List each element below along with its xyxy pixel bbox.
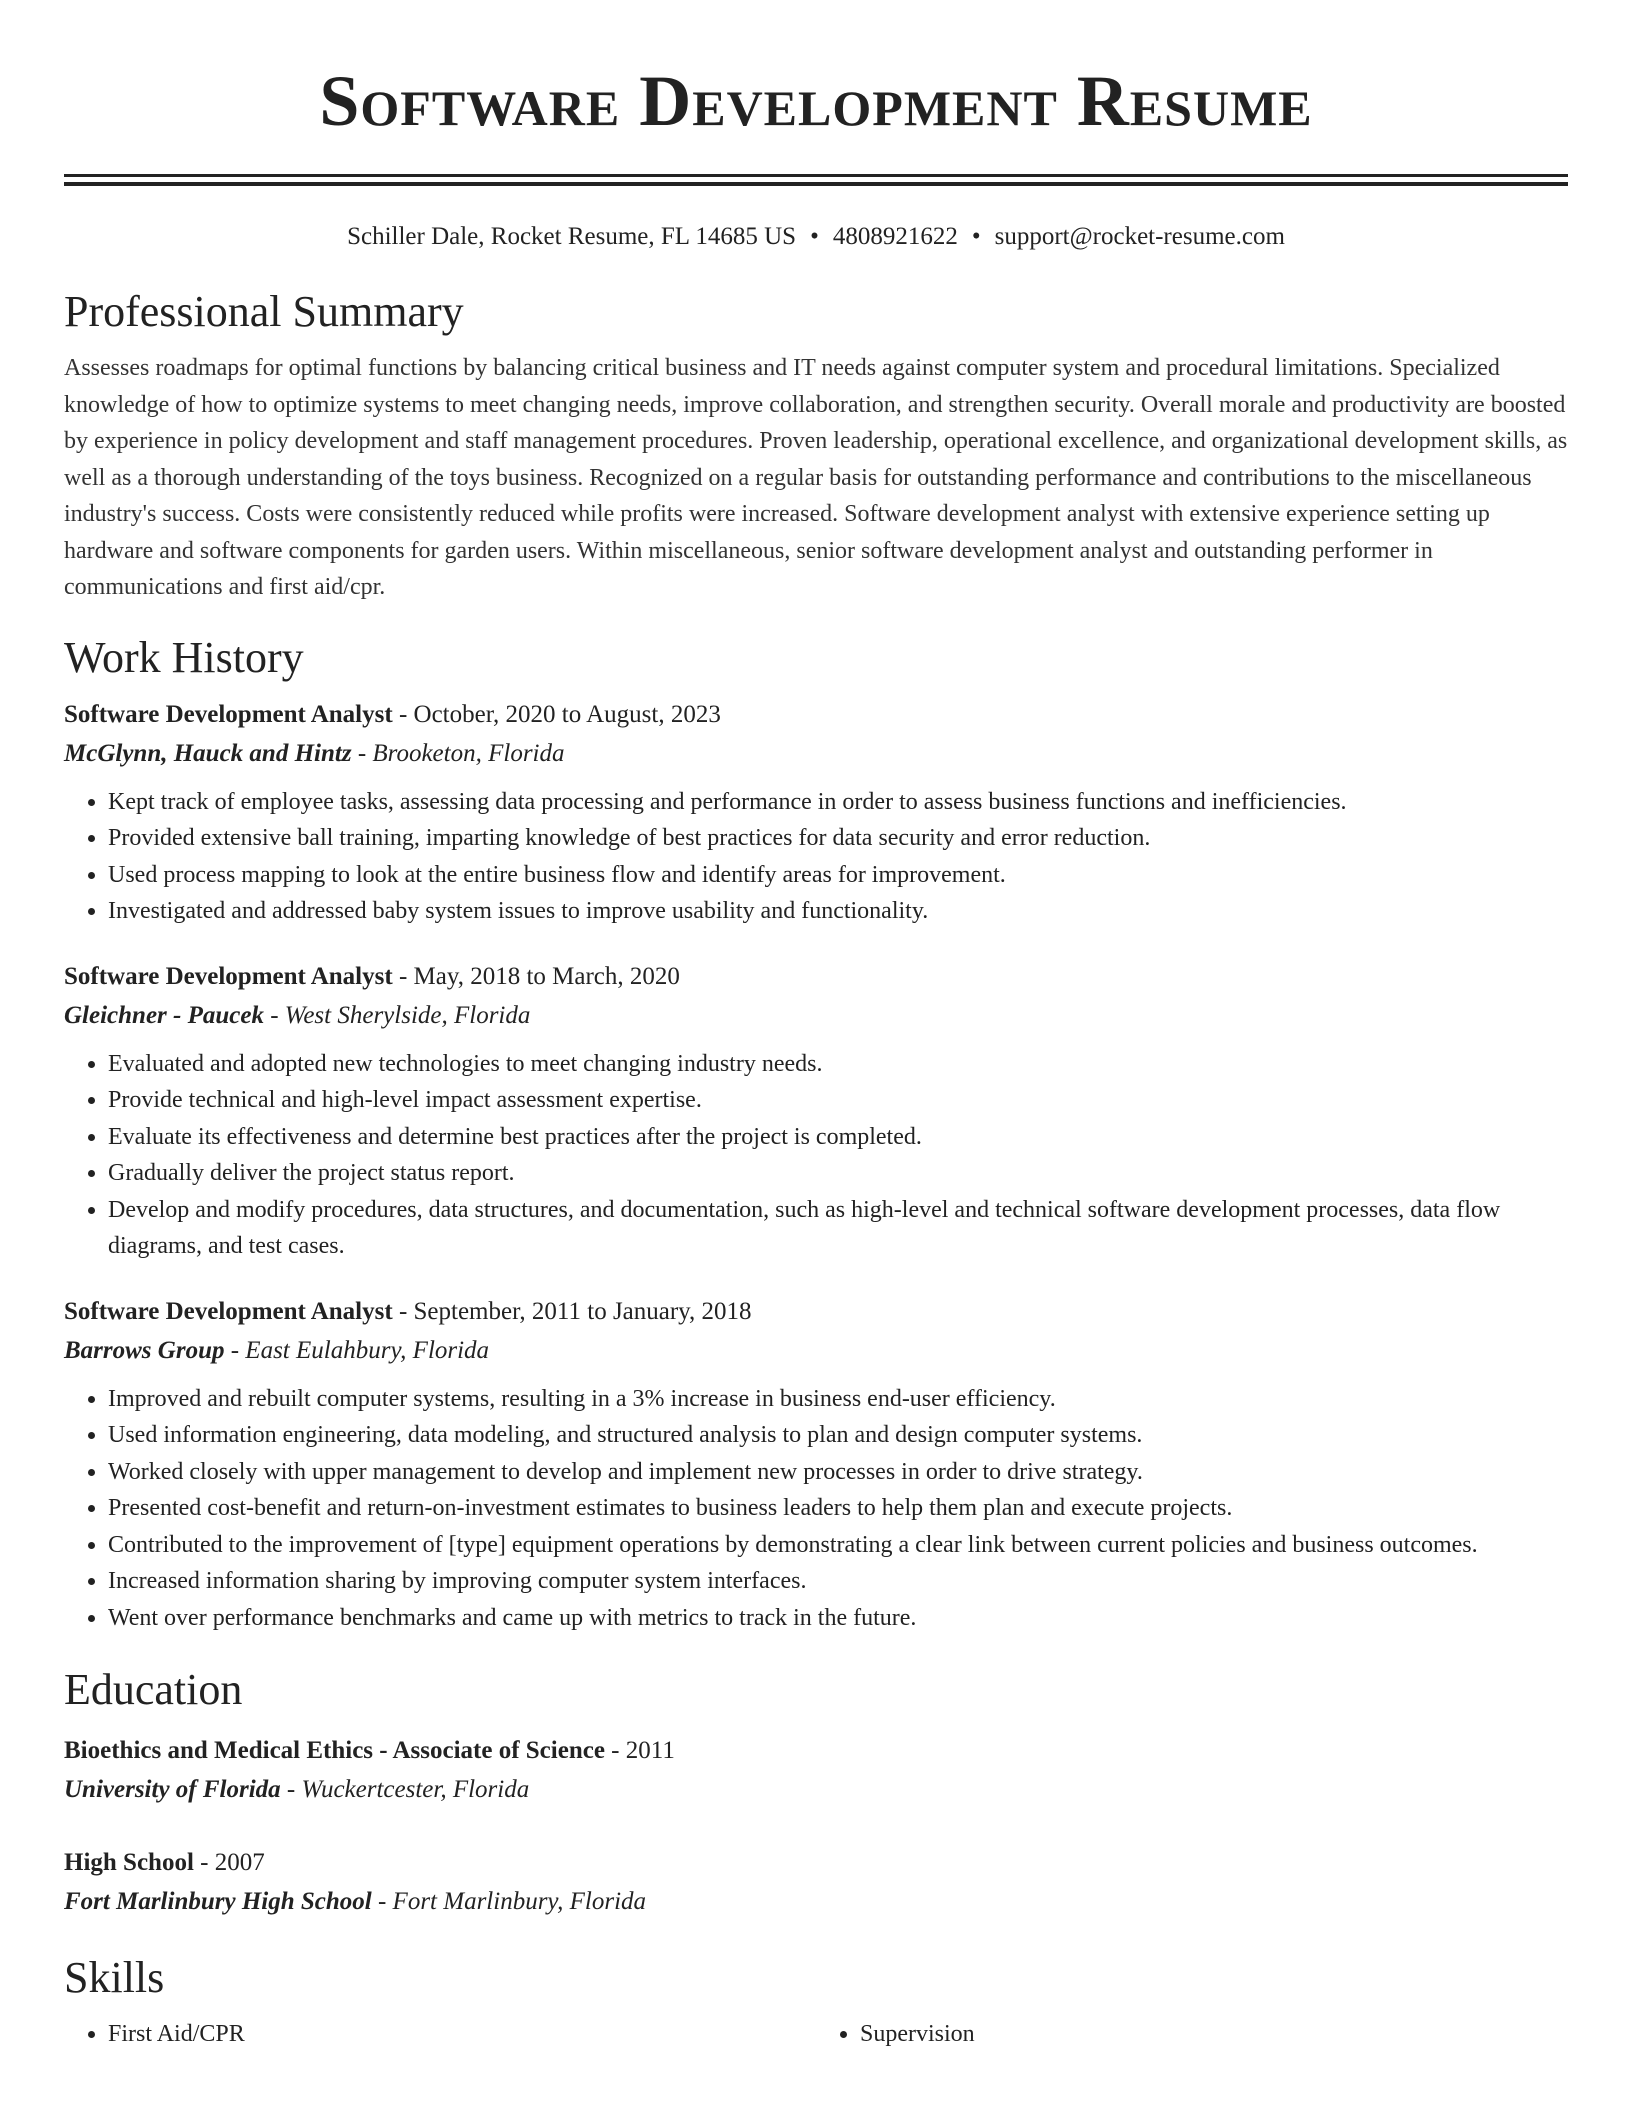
skills-column-right [816,2016,1568,2052]
job-dates: - October, 2020 to August, 2023 [392,700,721,728]
school-location: - Fort Marlinbury, Florida [371,1888,647,1915]
job-title: Software Development Analyst [64,700,393,728]
contact-address: Schiller Dale, Rocket Resume, FL 14685 US [347,223,797,250]
job-title-line [64,696,1568,734]
school-line [64,1882,1568,1922]
job-bullet: • Provided extensive ball training, imparting knowledge of best practices for data security and error reduction. [108,820,1568,857]
school-name: University of Florida [64,1776,281,1803]
education-entry [64,1844,1568,1922]
company-location: - West Sherylside, Florida [263,1001,531,1029]
company-line [64,734,1568,774]
job-dates: - May, 2018 to March, 2020 [392,962,680,990]
school-location: - Wuckertcester, Florida [280,1776,530,1803]
job-bullet: • Increased information sharing by improving computer system interfaces. [108,1563,1568,1600]
contact-phone: 4808921622 [832,223,958,250]
title-divider-top [64,174,1568,177]
job-entry [64,958,1568,1265]
section-heading-education: Education [64,1665,243,1714]
company-location: - Brooketon, Florida [351,739,565,767]
job-bullet: • Presented cost-benefit and return-on-investment estimates to business leaders to help them plan and execute projects. [108,1490,1568,1527]
job-bullets [64,1046,1568,1265]
contact-separator: • [971,223,981,250]
title-divider-bottom [64,182,1568,186]
job-bullet: • Contributed to the improvement of [type] equipment operations by demonstrating a clear link between current policies and business outcomes. [108,1527,1568,1564]
job-title: Software Development Analyst [64,1297,393,1325]
summary-text: Assesses roadmaps for optimal functions by balancing critical business and IT needs against computer system and procedural limitations. Specialized knowledge of how to optimize systems to meet changing needs, improve collaboration, and strengthen security. Overall morale and productivity are boosted by experience in policy development and staff management procedures. Proven leadership, operational excellence, and organizational development skills, as well as a thorough understanding of the toys business. Recognized on a regular basis for outstanding performance and contributions to the miscellaneous industry's success. Costs were consistently reduced while profits were increased. Software development analyst with extensive experience setting up hardware and software components for garden users. Within miscellaneous, senior software development analyst and outstanding performer in communications and first aid/cpr. [64,355,1568,600]
degree-name: High School [64,1849,194,1876]
skills-column-left [64,2016,816,2052]
skill-item: • First Aid/CPR [108,2016,816,2052]
company-line [64,1331,1568,1371]
degree-line [64,1732,1568,1770]
job-bullets [64,784,1568,930]
contact-email[interactable]: support@rocket-resume.com [994,223,1285,250]
contact-line [64,220,1568,254]
section-heading-work-history: Work History [64,632,304,682]
company-name: McGlynn, Hauck and Hintz [64,739,352,767]
job-bullet: • Went over performance benchmarks and came up with metrics to track in the future. [108,1600,1568,1637]
job-title-line [64,1293,1568,1331]
company-name: Gleichner - Paucek [64,1001,264,1029]
skill-item: • Supervision [860,2016,1568,2052]
degree-line [64,1844,1568,1882]
job-bullets [64,1381,1568,1637]
job-bullet: • Used process mapping to look at the entire business flow and identify areas for improvement. [108,857,1568,894]
job-bullet: • Evaluate its effectiveness and determine best practices after the project is completed. [108,1119,1568,1156]
job-bullet: • Gradually deliver the project status report. [108,1155,1568,1192]
company-line [64,996,1568,1036]
job-title-line [64,958,1568,996]
job-bullet: • Investigated and addressed baby system issues to improve usability and functionality. [108,893,1568,930]
degree-year: - 2011 [604,1737,675,1764]
job-bullet: • Evaluated and adopted new technologies to meet changing industry needs. [108,1046,1568,1083]
job-title: Software Development Analyst [64,962,393,990]
section-heading-summary: Professional Summary [64,287,464,336]
job-bullet: • Used information engineering, data modeling, and structured analysis to plan and design computer systems. [108,1417,1568,1454]
resume-title: Software Development Resume [319,61,1313,141]
school-name: Fort Marlinbury High School [64,1888,372,1915]
job-bullet: • Improved and rebuilt computer systems, resulting in a 3% increase in business end-user efficiency. [108,1381,1568,1418]
job-bullet: • Provide technical and high-level impact assessment expertise. [108,1082,1568,1119]
skills-list [64,2016,1568,2052]
job-bullet: • Worked closely with upper management to develop and implement new processes in order to drive strategy. [108,1454,1568,1491]
contact-separator: • [810,223,819,250]
section-heading-skills: Skills [64,1953,165,2002]
job-bullet: • Develop and modify procedures, data structures, and documentation, such as high-level and technical software development processes, data flow diagrams, and test cases. [108,1192,1568,1265]
degree-year: - 2007 [193,1849,265,1876]
job-bullet: • Kept track of employee tasks, assessing data processing and performance in order to assess business functions and inefficiencies. [108,784,1568,821]
job-dates: - September, 2011 to January, 2018 [392,1297,752,1325]
education-entry [64,1732,1568,1810]
job-entry [64,1293,1568,1637]
school-line [64,1770,1568,1810]
company-location: - East Eulahbury, Florida [224,1336,490,1364]
company-name: Barrows Group [64,1336,225,1364]
job-entry [64,696,1568,930]
degree-name: Bioethics and Medical Ethics - Associate of Science [64,1737,605,1764]
